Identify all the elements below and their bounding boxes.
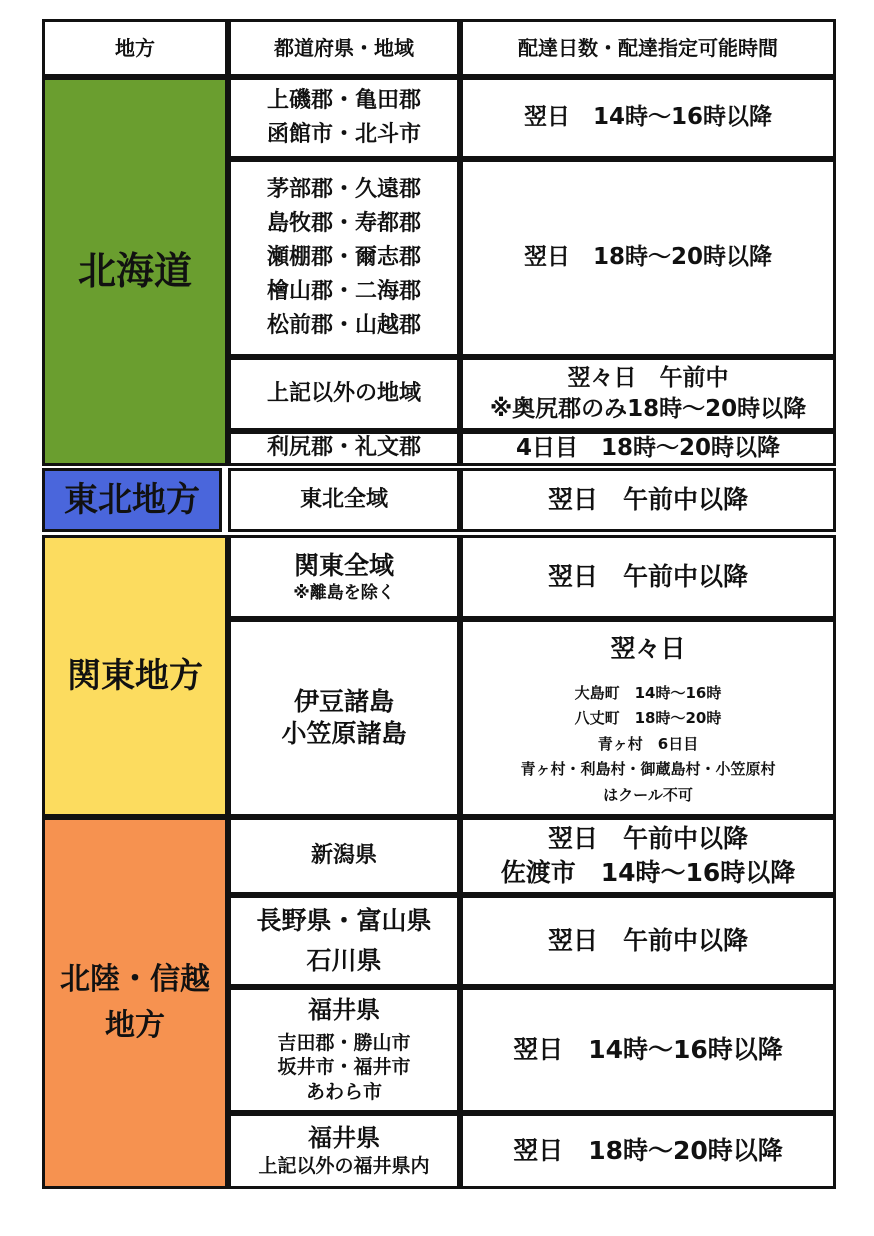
header-region: 地方 xyxy=(42,19,228,77)
area-h2: 茅部郡・久遠郡 島牧郡・寿都郡 瀬棚郡・爾志郡 檜山郡・二海郡 松前郡・山越郡 xyxy=(228,159,460,357)
delivery-h3: 翌々日 午前中 ※奥尻郡のみ18時〜20時以降 xyxy=(460,357,836,431)
area-h4: 利尻郡・礼文郡 xyxy=(228,431,460,466)
region-tohoku: 東北地方 xyxy=(42,468,222,532)
delivery-t1: 翌日 午前中以降 xyxy=(460,468,836,532)
area-r4: 福井県 上記以外の福井県内 xyxy=(228,1113,460,1189)
area-r3-title: 福井県 xyxy=(308,996,380,1025)
area-k1-note: ※離島を除く xyxy=(293,583,395,604)
area-k2: 伊豆諸島 小笠原諸島 xyxy=(228,619,460,817)
delivery-k2: 翌々日 大島町 14時〜16時 八丈町 18時〜20時 青ヶ村 6日目 青ヶ村・利島村・御蔵島村・小笠原村 はクール不可 xyxy=(460,619,836,817)
delivery-r3: 翌日 14時〜16時以降 xyxy=(460,987,836,1113)
area-r2: 長野県・富山県 石川県 xyxy=(228,895,460,987)
area-r3: 福井県 吉田郡・勝山市 坂井市・福井市 あわら市 xyxy=(228,987,460,1113)
area-r4-title: 福井県 xyxy=(308,1123,380,1152)
delivery-k1: 翌日 午前中以降 xyxy=(460,535,836,619)
delivery-h4: 4日目 18時〜20時以降 xyxy=(460,431,836,466)
region-hokkaido: 北海道 xyxy=(42,77,228,466)
area-h1: 上磯郡・亀田郡 函館市・北斗市 xyxy=(228,77,460,159)
area-h3: 上記以外の地域 xyxy=(228,357,460,431)
delivery-h2: 翌日 18時〜20時以降 xyxy=(460,159,836,357)
header-area: 都道府県・地域 xyxy=(228,19,460,77)
delivery-r1: 翌日 午前中以降 佐渡市 14時〜16時以降 xyxy=(460,817,836,895)
header-delivery: 配達日数・配達指定可能時間 xyxy=(460,19,836,77)
delivery-h1: 翌日 14時〜16時以降 xyxy=(460,77,836,159)
delivery-k2-title: 翌々日 xyxy=(610,634,686,663)
delivery-r2: 翌日 午前中以降 xyxy=(460,895,836,987)
area-k1: 関東全域 ※離島を除く xyxy=(228,535,460,619)
region-kanto: 関東地方 xyxy=(42,535,228,817)
area-r1: 新潟県 xyxy=(228,817,460,895)
region-hokuriku: 北陸・信越 地方 xyxy=(42,817,228,1189)
area-t1: 東北全域 xyxy=(228,468,460,532)
delivery-r4: 翌日 18時〜20時以降 xyxy=(460,1113,836,1189)
